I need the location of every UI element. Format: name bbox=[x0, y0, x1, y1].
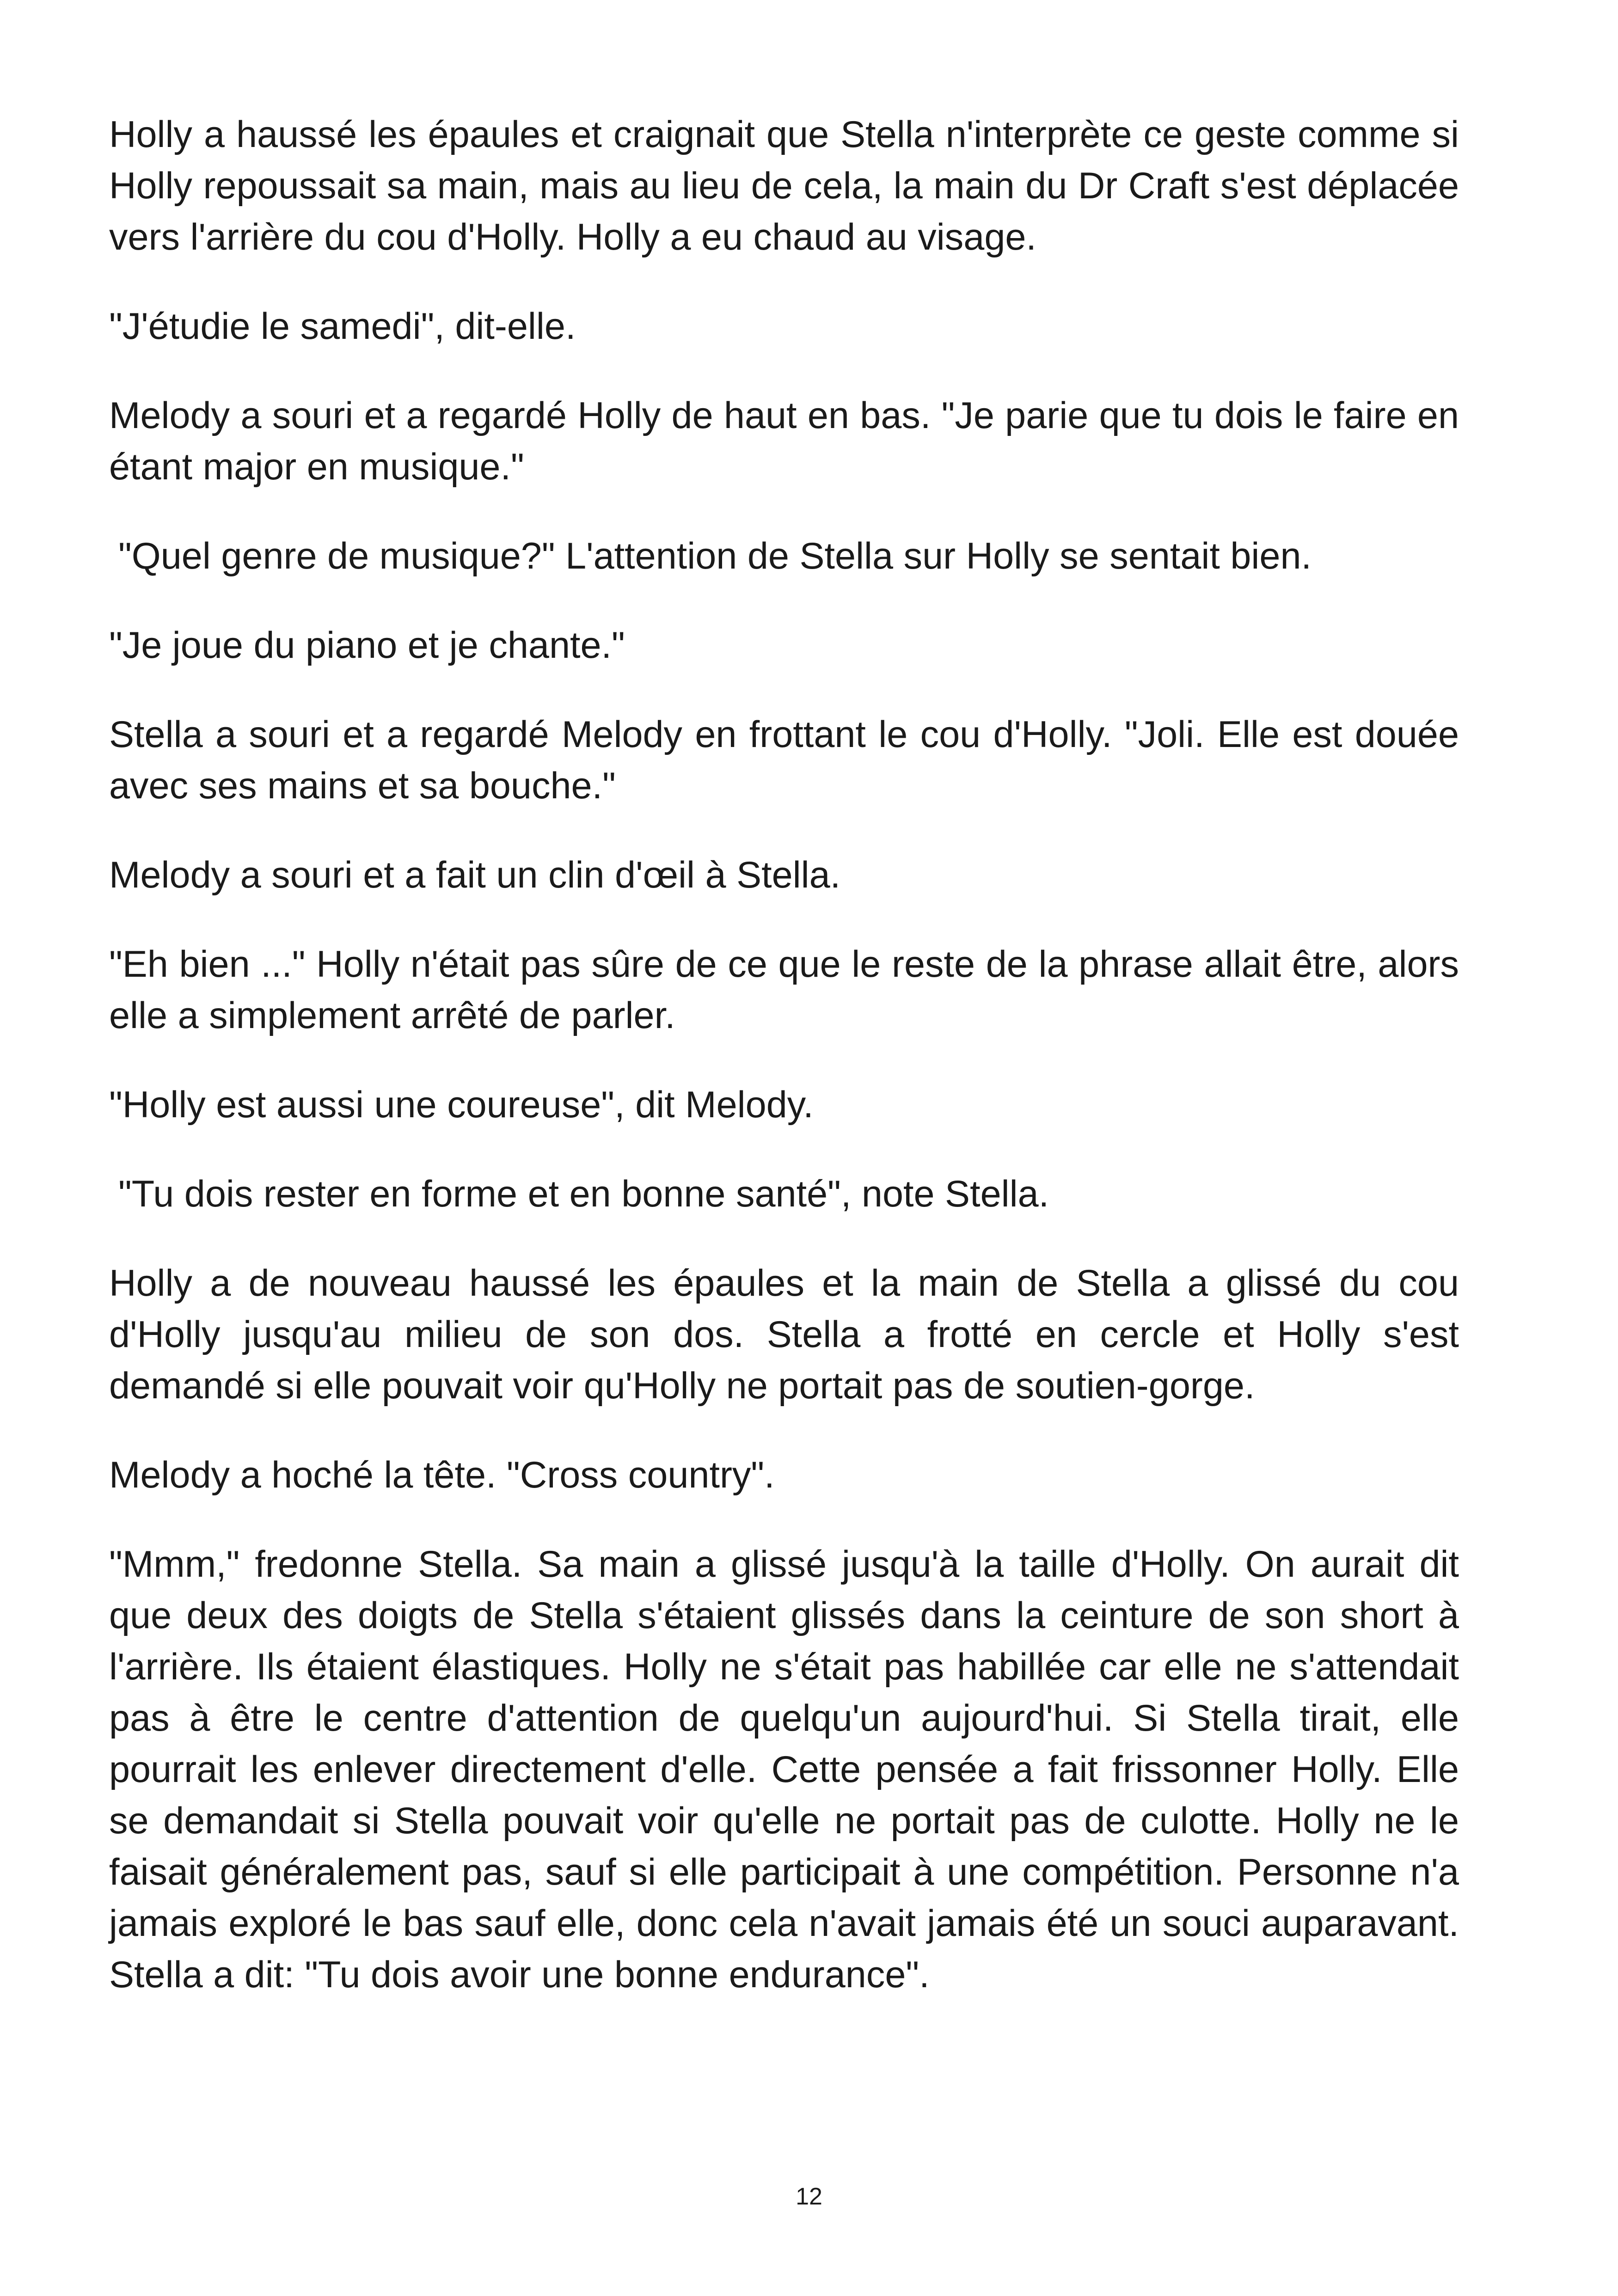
paragraph: Melody a souri et a fait un clin d'œil à Stella. bbox=[109, 854, 841, 896]
paragraph: "Quel genre de musique?" L'attention de Stella sur Holly se sentait bien. bbox=[118, 535, 1312, 577]
paragraph: Holly a de nouveau haussé les épaules et la main de Stella a glissé du cou d'Holly jusqu'au milieu de son dos. Stella a frotté en cercle et Holly s'est demandé si elle pouvait voir qu'Holly ne portait pas de soutien-gorge. bbox=[109, 1262, 1459, 1407]
paragraph: "Je joue du piano et je chante." bbox=[109, 625, 625, 666]
body-text bbox=[109, 109, 1459, 2039]
paragraph: Melody a souri et a regardé Holly de haut en bas. "Je parie que tu dois le faire en étant major en musique." bbox=[109, 395, 1459, 488]
paragraph: Stella a souri et a regardé Melody en frottant le cou d'Holly. "Joli. Elle est douée avec ses mains et sa bouche." bbox=[109, 714, 1459, 807]
paragraph: "J'étudie le samedi", dit-elle. bbox=[109, 306, 576, 347]
paragraph: "Holly est aussi une coureuse", dit Melody. bbox=[109, 1084, 814, 1126]
paragraph: Melody a hoché la tête. "Cross country". bbox=[109, 1454, 775, 1496]
page-number: 12 bbox=[796, 2183, 822, 2210]
paragraph: "Eh bien ..." Holly n'était pas sûre de ce que le reste de la phrase allait être, alors elle a simplement arrêté de parler. bbox=[109, 943, 1459, 1036]
paragraph: "Mmm," fredonne Stella. Sa main a glissé jusqu'à la taille d'Holly. On aurait dit que deux des doigts de Stella s'étaient glissés dans la ceinture de son short à l'arrière. Ils étaient élastiques. Holly ne s'était pas habillée car elle ne s'attendait pas à être le centre d'attention de quelqu'un aujourd'hui. Si Stella tirait, elle pourrait les enlever directement d'elle. Cette pensée a fait frissonner Holly. Elle se demandait si Stella pouvait voir qu'elle ne portait pas de culotte. Holly ne le faisait généralement pas, sauf si elle participait à une compétition. Personne n'a jamais exploré le bas sauf elle, donc cela n'avait jamais été un souci auparavant. Stella a dit: "Tu dois avoir une bonne endurance". bbox=[109, 1543, 1459, 1996]
paragraph: "Tu dois rester en forme et en bonne santé", note Stella. bbox=[118, 1173, 1049, 1215]
paragraph: Holly a haussé les épaules et craignait que Stella n'interprète ce geste comme si Holly repoussait sa main, mais au lieu de cela, la main du Dr Craft s'est déplacée vers l'arrière du cou d'Holly. Holly a eu chaud au visage. bbox=[109, 114, 1459, 258]
